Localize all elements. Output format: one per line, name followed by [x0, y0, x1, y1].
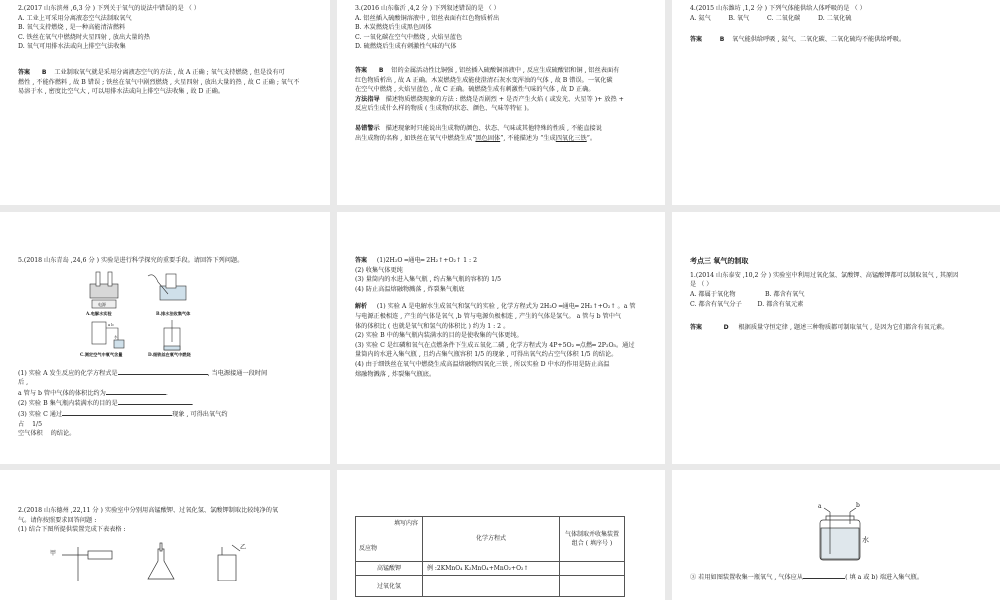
options-row-1 — [690, 290, 984, 300]
answer-letter: B — [719, 36, 725, 44]
label-a: A.电解水实验 — [86, 310, 112, 316]
doc-page-7 — [0, 470, 330, 600]
iron-burning-apparatus — [164, 320, 180, 350]
answer-line — [690, 323, 984, 333]
explanation-2: 红色物质析出 , 故 A 正确。木炭燃烧生成能使澄清石灰水变浑浊的气体 , 故 B 错误。一氧化碳 — [355, 76, 613, 84]
doc-page-8 — [337, 470, 665, 600]
explanation-8: 熔融物溅落 , 炸裂集气瓶底。 — [355, 370, 436, 378]
answer-blank[interactable] — [118, 398, 192, 405]
label-water: 水 — [862, 536, 869, 544]
label-b: b — [856, 502, 860, 509]
experiment-diagrams — [78, 270, 208, 362]
sub-question-1-cont: 后 , — [18, 379, 29, 387]
question-2-cont: 气。请你按照要求回答问题 : — [18, 516, 97, 524]
sub-question-3-cont: 占 1/5 — [18, 420, 43, 428]
answer-line — [355, 66, 649, 76]
reaction-table — [355, 516, 625, 597]
power-label: 电源 — [98, 301, 106, 307]
section-heading: 考点三 氧气的制取 — [690, 257, 749, 265]
explanation-3: 体的体积比 ( 也就是氧气和氢气的体积比 ) 约为 1 : 2 。 — [355, 322, 510, 330]
answer-line-1: 答案 (1)2H₂O ═通电═ 2H₂↑+O₂↑ 1 : 2 — [355, 257, 478, 264]
explanation-1: 工业制取氧气就是采用分离液态空气的方法 , 故 A 正确 ; 氧气支持燃烧 , 但是没有可 — [54, 69, 285, 77]
option-d: D. 硫燃烧后生成有刺激性气味的气体 — [355, 43, 457, 51]
option-a: A. 工业上可采用分离液态空气法制取氧气 — [18, 14, 132, 22]
method-text-2: 反应后生成什么样的物质 ( 生成物的状态、颜色、气味等特征 )。 — [355, 105, 533, 113]
answer-label: 答案 — [690, 36, 703, 44]
answer-letter: B — [378, 67, 384, 75]
warning-line-1 — [355, 124, 649, 134]
option-c: C. 一氧化碳在空气中燃烧 , 火焰呈蓝色 — [355, 33, 463, 41]
sub-question-3-end: 空气体积 的结论。 — [18, 430, 76, 438]
doc-page-5 — [337, 212, 665, 464]
explanation-5: (3) 实验 C 是红磷和氧气在点燃条件下生成五氧化二磷 , 化学方程式为 4P+5O₂ ═点燃═ 2P₂O₅。通过 — [355, 341, 635, 349]
answer-blank[interactable] — [118, 368, 208, 375]
label-b: B.排水法收集气体 — [156, 310, 191, 316]
answer-label: 答案 — [355, 67, 368, 75]
answer-label: 答案 — [690, 324, 703, 332]
answer-line-4: (4) 防止高温熔融物溅落 , 炸裂集气瓶底 — [355, 285, 465, 293]
label-a: a — [818, 503, 822, 510]
sub-question-1: (1) 实验 A 发生反应的化学方程式是 , 当电源接通一段时间 — [18, 369, 268, 377]
explanation-3: 在空气中燃烧 , 火焰呈蓝色 , 故 C 正确。硫燃烧生成有刺激性气味的气体 , 故 D 正确。 — [355, 86, 595, 94]
water-label: 水 — [114, 334, 118, 339]
answer-letter: D — [723, 324, 729, 332]
answer-label: 答案 — [355, 257, 368, 264]
table-header-row — [356, 517, 625, 562]
warning-line-2: 出生成物的名称 , 如铁丝在氧气中燃烧生成“黑色固体”, 不能描述为 “生成四氧化三铁”。 — [355, 134, 597, 142]
explanation: 根据质量守恒定律 , 题述三种物质都可制取氧气 , 是因为它们都含有氧元素。 — [738, 324, 949, 332]
option-b: B. 氧气 — [728, 14, 750, 22]
label-yi: 乙 — [240, 543, 247, 551]
row-reactant: 过氧化氢 — [356, 576, 423, 597]
row-reactant: 高锰酸钾 — [356, 562, 423, 576]
answer-line-3: (3) 量筒内的水进入集气瓶 , 约占集气瓶的容积的 1/5 — [355, 276, 502, 284]
option-b: B. 都含有氧气 — [765, 291, 805, 299]
underlined-phrase-2: 四氧化三铁 — [555, 134, 587, 142]
option-a: A. 氦气 — [690, 14, 711, 22]
explanation: 氧气能供给呼吸 , 氦气、二氧化碳、二氧化硫均不能供给呼吸。 — [732, 36, 906, 44]
option-b: B. 木炭燃烧后生成黑色固体 — [355, 24, 432, 32]
table-row — [356, 576, 625, 597]
question-1-cont: 是 （ ） — [690, 281, 713, 289]
option-d: D. 氧气可用排水法或向上排空气法收集 — [18, 43, 126, 51]
header-equation: 化学方程式 — [423, 517, 560, 562]
option-b: B. 氧气支持燃烧 , 是一种高能清洁燃料 — [18, 24, 126, 32]
doc-page-2 — [337, 0, 665, 205]
method-label: 方法指导 — [355, 95, 380, 103]
doc-page-9 — [672, 470, 1000, 600]
answer-line — [690, 35, 984, 45]
option-a: A. 铝丝插入硫酸铜溶液中 , 铝丝表面有红色物质析出 — [355, 14, 500, 22]
explanation-3: 易溶于水 , 密度比空气大 , 可以用排水法或向上排空气法收集 , 故 D 正确。 — [18, 88, 225, 96]
answer-blank[interactable] — [62, 409, 172, 416]
option-c: C. 二氧化碳 — [767, 14, 801, 22]
warning-text-1: 描述现象时只能说出生成物的颜色、状态、气味或其他特殊的性质 , 不能直接说 — [385, 125, 602, 133]
question-2-part-1: (1) 结合下图所提供装置完成下表表格 : — [18, 526, 126, 534]
label-jia: 甲 — [50, 549, 57, 557]
explanation-2: 燃性 , 不能作燃料 , 故 B 错误 ; 铁丝在氧气中剧烈燃烧 , 火星四射 , 放出大量的热 , 故 C 正确 ; 氧气不 — [18, 78, 300, 86]
options-row — [690, 14, 984, 24]
answer-blank[interactable] — [106, 388, 166, 395]
question-1: 1.(2014 山东泰安 ,10,2 分 ) 实验室中利用过氧化氢、氯酸钾、高锰酸钾都可以制取氧气 , 其原因 — [690, 271, 959, 279]
method-line-1 — [355, 95, 649, 105]
underlined-phrase: 黑色固体 — [475, 134, 501, 142]
answer-blank[interactable] — [803, 572, 845, 579]
label-c: C.测定空气中氧气含量 — [80, 351, 123, 357]
header-device: 气体制取并收集装置组合 ( 填序号 ) — [560, 517, 625, 562]
row-equation-blank[interactable] — [423, 576, 560, 597]
doc-page-6 — [672, 212, 1000, 464]
answer-label: 答案 — [18, 69, 31, 77]
option-c: C. 铁丝在氧气中燃烧时火星四射 , 放出大量的热 — [18, 33, 150, 41]
option-d: D. 都含有氧元素 — [757, 300, 804, 308]
explanation-1: 解析 (1) 实验 A 是电解水生成氧气和氢气的实验 , 化学方程式为 2H₂O ═通电═ 2H₂↑+O₂↑ 。a 管 — [355, 303, 636, 311]
doc-page-4 — [0, 212, 330, 464]
explanation-label: 解析 — [355, 303, 368, 311]
fraction: 1/5 — [32, 420, 43, 428]
table-row — [356, 562, 625, 576]
explanation-6: 量筒内的水进入集气瓶 , 且约占集气瓶容积 1/5 的现象 , 可得出氧气约占空气体积 1/5 的结论。 — [355, 351, 618, 359]
experiment-diagrams-svg — [78, 270, 208, 362]
explanation-4: (2) 实验 B 中的集气瓶内装满水的目的是使收集的气体更纯。 — [355, 332, 523, 340]
explanation-1: 铝的金属活动性比铜强 , 铝丝插入硫酸铜溶液中 , 反应生成硫酸铝和铜 , 铝丝表面有 — [391, 67, 620, 75]
table-corner-cell: 填写内容 反应物 — [356, 517, 423, 562]
answer-line — [18, 68, 312, 78]
question-2: 2.(2017 山东滨州 ,6,3 分 ) 下列关于氧气的说法中错误的是 （ ） — [18, 5, 200, 12]
row-device-blank[interactable] — [560, 562, 625, 576]
question-3: 3.(2016 山东临沂 ,4,2 分 ) 下列叙述错误的是 （ ） — [355, 5, 500, 12]
sub-question-1-ratio: a 管与 b 管中气体的体积比约为 . — [18, 389, 168, 397]
water-collection-apparatus — [148, 274, 186, 300]
option-c: C. 都含有氧气分子 — [690, 300, 742, 308]
sub-question-3: (3) 实验 C 通过 现象 , 可得出氧气约 — [18, 411, 228, 419]
warning-label: 易错警示 — [355, 125, 380, 133]
gas-bottle-figure — [810, 502, 870, 562]
answer-letter: B — [41, 69, 47, 77]
apparatus-figures — [48, 541, 248, 581]
doc-page-3 — [672, 0, 1000, 205]
question-4: 4.(2015 山东潍坊 ,1,2 分 ) 下列气体能供给人体呼吸的是 （ ） — [690, 5, 866, 12]
label-d: D.细铁丝在氧气中燃烧 — [148, 351, 191, 357]
option-d: D. 二氧化硫 — [817, 14, 852, 22]
explanation-7: (4) 由于细铁丝在氧气中燃烧生成高温熔融物四氧化三铁 , 所以实验 D 中水的作用是防止高温 — [355, 361, 610, 369]
doc-page-1 — [0, 0, 330, 205]
row-device-blank[interactable] — [560, 576, 625, 597]
sub-question-2: (2) 实验 B 集气瓶内装满水的目的是 . — [18, 400, 194, 408]
explanation-2: 与电源正极相连 , 产生的气体是氧气 ,b 管与电源负极相连 , 产生的气体是氢气。 a 管与 b 管中气 — [355, 313, 622, 321]
row-equation: 例 :2KMnO₄ K₂MnO₄+MnO₂+O₂↑ — [423, 562, 560, 576]
question-5: 5.(2018 山东青岛 ,24,6 分 ) 实验是进行科学探究的重要手段。请回答下列问题。 — [18, 257, 244, 264]
options-row-2 — [690, 300, 984, 310]
option-a: A. 都属于氧化物 — [690, 291, 736, 299]
answer-line-2: (2) 收集气体更纯 — [355, 266, 403, 274]
ab-label: a b — [108, 322, 114, 327]
question-3: ③ 若用如图装置收集一瓶氧气 , 气体应从 ( 填 a 或 b) 端进入集气瓶。 — [690, 573, 924, 581]
question-2: 2.(2018 山东德州 ,22,11 分 ) 实验室中分别用高锰酸钾、过氧化氢、氯酸钾制取比较纯净的氧 — [18, 507, 279, 514]
method-text-1: 描述物质燃烧现象的方法 : 燃烧是否剧烈 + 是否产生火焰 ( 或发光、火星等 )+ 放热 + — [385, 95, 624, 103]
